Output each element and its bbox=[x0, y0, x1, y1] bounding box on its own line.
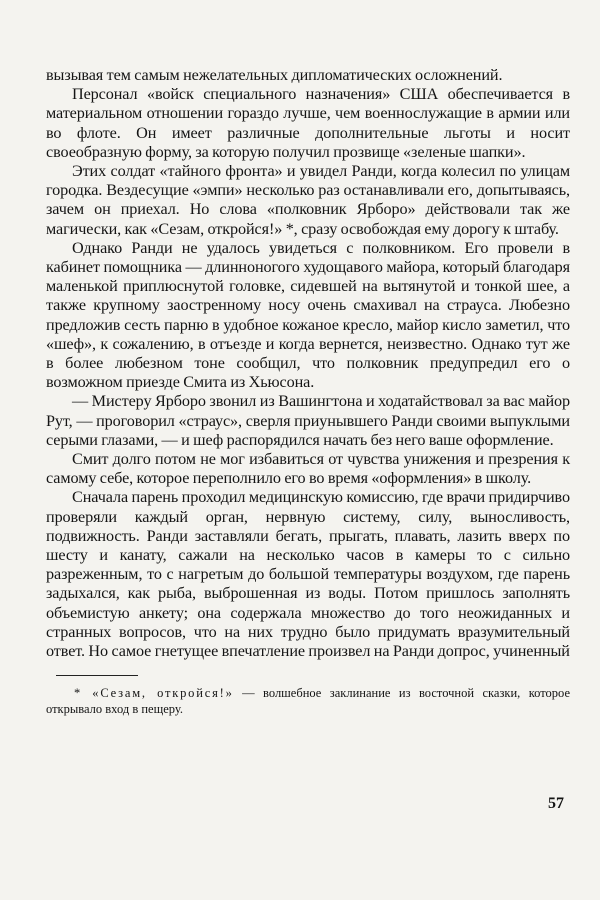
paragraph-2: Персонал «войск специального назначения» США обеспечивается в материальном отношении гораздо лучше, чем военнослужащие в армии или во флоте. Он имеет различные дополнительные льготы и носит своеобразную форму, за которую получил прозвище «зеленые шапки». bbox=[46, 85, 570, 161]
paragraph-7: Сначала парень проходил медицинскую комиссию, где врачи придирчиво проверяли каждый орган, нервную систему, силу, выносливость, подвижность. Ранди заставляли бегать, прыгать, плавать, лазить вверх по шесту и канату, сажали на несколько часов в камеры то с сильно разреженным, то с нагретым до большой температуры воздухом, где парень задыхался, как рыба, выброшенная из воды. Потом пришлось заполнять объемистую анкету; она содержала множество до того неожиданных и странных вопросов, что на них трудно было придумать вразумительный ответ. Но самое гнетущее впечатление произвел на Ранди допрос, учиненный bbox=[46, 488, 570, 661]
paragraph-6: Смит долго потом не мог избавиться от чувства унижения и презрения к самому себе, которое переполнило его во время «оформления» в школу. bbox=[46, 450, 570, 488]
footnote-text: — волшебное заклинание из восточной сказки, которое открывало вход в пещеру. bbox=[46, 686, 571, 717]
footnote-divider bbox=[56, 675, 138, 676]
paragraph-5: — Мистеру Ярборо звонил из Вашингтона и ходатайствовал за вас майор Рут, — проговорил «страус», сверля приунывшего Ранди своими выпуклыми серыми глазами, — и шеф распорядился начать без него ваше оформление. bbox=[46, 392, 570, 449]
paragraph-4: Однако Ранди не удалось увидеться с полковником. Его провели в кабинет помощника — длинноногого худощавого майора, который благодаря маленькой приплюснутой головке, сидевшей на вытянутой и тонкой шее, а также крупному заостренному носу очень смахивал на страуса. Любезно предложив сесть парню в удобное кожаное кресло, майор кисло заметил, что «шеф», к сожалению, в отъезде и когда вернется, неизвестно. Однако тут же в более любезном тоне сообщил, что полковник предупредил его о возможном приезде Смита из Хьюсона. bbox=[46, 238, 570, 392]
paragraph-3: Этих солдат «тайного фронта» и увидел Ранди, когда колесил по улицам городка. Вездесущие «эмпи» несколько раз останавливали его, допытываясь, зачем он приехал. Но слова «полковник Ярборо» действовали так же магически, как «Сезам, откройся!» *, сразу освобождая ему дорогу к штабу. bbox=[46, 162, 570, 238]
footnote bbox=[46, 685, 570, 717]
footnote-marker: * «Сезам, откройся!» bbox=[74, 686, 234, 701]
page-number: 57 bbox=[548, 795, 564, 812]
body-text bbox=[46, 66, 570, 661]
paragraph-1: вызывая тем самым нежелательных дипломатических осложнений. bbox=[46, 66, 503, 84]
